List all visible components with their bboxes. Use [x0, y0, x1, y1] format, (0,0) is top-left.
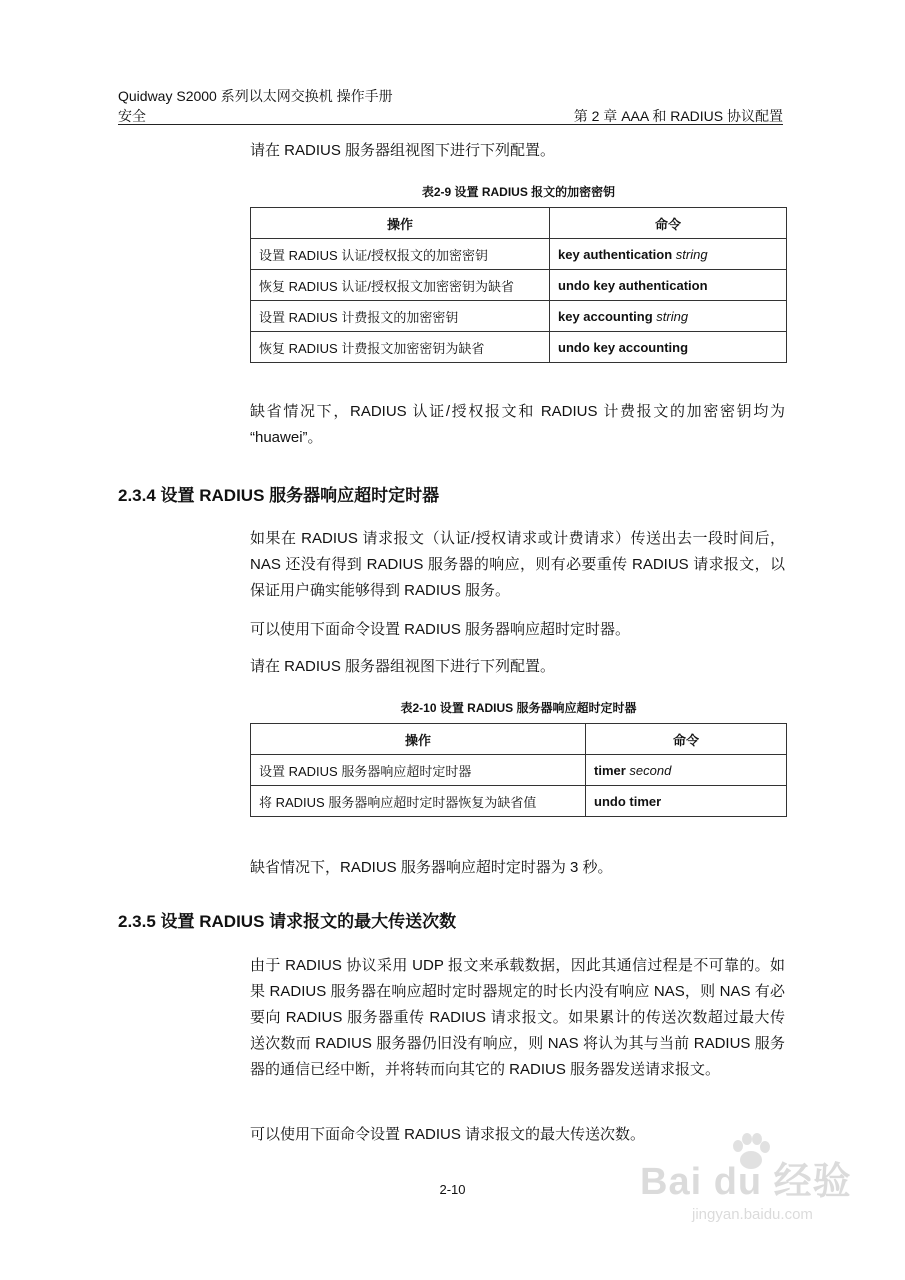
manual-title: Quidway S2000 系列以太网交换机 操作手册: [118, 88, 393, 104]
section-2-3-4-paragraph-1: 如果在 RADIUS 请求报文（认证/授权请求或计费请求）传送出去一段时间后，NAS 还没有得到 RADIUS 服务器的响应，则有必要重传 RADIUS 请求报文，以保证用户确实能够得到 RADIUS 服务。: [250, 530, 785, 599]
table-header-row: [251, 724, 787, 755]
section-2-3-4-heading: 2.3.4 设置 RADIUS 服务器响应超时定时器: [118, 486, 440, 505]
header-divider: [118, 124, 783, 125]
operation-cell: 设置 RADIUS 计费报文的加密密钥: [251, 301, 550, 332]
column-header-operation: 操作: [251, 724, 586, 755]
command-cell: [550, 239, 787, 270]
table-2-9: [250, 207, 787, 363]
command-cell: [586, 755, 787, 786]
default-note-2: 缺省情况下，RADIUS 服务器响应超时定时器为 3 秒。: [250, 859, 613, 876]
section-2-3-5-heading: 2.3.5 设置 RADIUS 请求报文的最大传送次数: [118, 912, 457, 931]
command-cell: [550, 332, 787, 363]
command-cell: [586, 786, 787, 817]
operation-cell: 恢复 RADIUS 认证/授权报文加密密钥为缺省: [251, 270, 550, 301]
command-keyword: key authentication: [558, 246, 673, 262]
operation-cell: 将 RADIUS 服务器响应超时定时器恢复为缺省值: [251, 786, 586, 817]
watermark-url: jingyan.baidu.com: [692, 1206, 813, 1223]
command-keyword: timer: [594, 762, 626, 778]
command-cell: [550, 301, 787, 332]
table-row: [251, 332, 787, 363]
command-argument: second: [629, 762, 672, 778]
table-row: [251, 755, 787, 786]
command-keyword: undo key accounting: [558, 339, 689, 355]
operation-cell: 设置 RADIUS 认证/授权报文的加密密钥: [251, 239, 550, 270]
section-2-3-5-paragraph-1: 由于 RADIUS 协议采用 UDP 报文来承载数据，因此其通信过程是不可靠的。如果 RADIUS 服务器在响应超时定时器规定的时长内没有响应 NAS，则 NAS 有必要向 RADIUS 服务器重传 RADIUS 请求报文。如果累计的传送次数超过最大传送次数而 RADIUS 服务器仍旧没有响应，则 NAS 将认为其与当前 RADIUS 服务器的通信已经中断，并将转而向其它的 RADIUS 服务器发送请求报文。: [250, 957, 785, 1078]
command-keyword: undo key authentication: [558, 277, 708, 293]
table-row: [251, 270, 787, 301]
running-header: [118, 106, 783, 126]
operation-cell: 设置 RADIUS 服务器响应超时定时器: [251, 755, 586, 786]
table-row: [251, 786, 787, 817]
default-note-1: [250, 399, 785, 451]
command-keyword: undo timer: [594, 793, 662, 809]
table-2-9-caption: 表2-9 设置 RADIUS 报文的加密密钥: [421, 185, 616, 199]
page-number: 2-10: [439, 1182, 466, 1197]
command-cell: [550, 270, 787, 301]
section-2-3-4-paragraph-2: 可以使用下面命令设置 RADIUS 服务器响应超时定时器。: [250, 621, 631, 638]
default-note-1-line2: “huawei”。: [250, 429, 323, 446]
table-2-10: [250, 723, 787, 817]
section-2-3-4-paragraph-3: 请在 RADIUS 服务器组视图下进行下列配置。: [250, 658, 556, 675]
table-row: [251, 239, 787, 270]
default-note-1-line1: 缺省情况下，RADIUS 认证/授权报文和 RADIUS 计费报文的加密密钥均为: [250, 403, 785, 420]
column-header-command: 命令: [586, 724, 787, 755]
baidu-jingyan-watermark: [640, 1150, 860, 1240]
command-argument: string: [675, 246, 708, 262]
operation-cell: 恢复 RADIUS 计费报文加密密钥为缺省: [251, 332, 550, 363]
command-keyword: key accounting: [558, 308, 653, 324]
table-2-10-caption: 表2-10 设置 RADIUS 服务器响应超时定时器: [400, 701, 637, 715]
section-label: 安全: [118, 108, 146, 124]
table-header-row: [251, 208, 787, 239]
column-header-operation: 操作: [251, 208, 550, 239]
section-2-3-5-paragraph-2: 可以使用下面命令设置 RADIUS 请求报文的最大传送次数。: [250, 1126, 646, 1143]
intro-paragraph: 请在 RADIUS 服务器组视图下进行下列配置。: [250, 142, 556, 159]
watermark-logo-text: Bai du 经验: [640, 1161, 852, 1203]
chapter-label: 第 2 章 AAA 和 RADIUS 协议配置: [573, 108, 783, 124]
command-argument: string: [656, 308, 689, 324]
column-header-command: 命令: [550, 208, 787, 239]
table-row: [251, 301, 787, 332]
